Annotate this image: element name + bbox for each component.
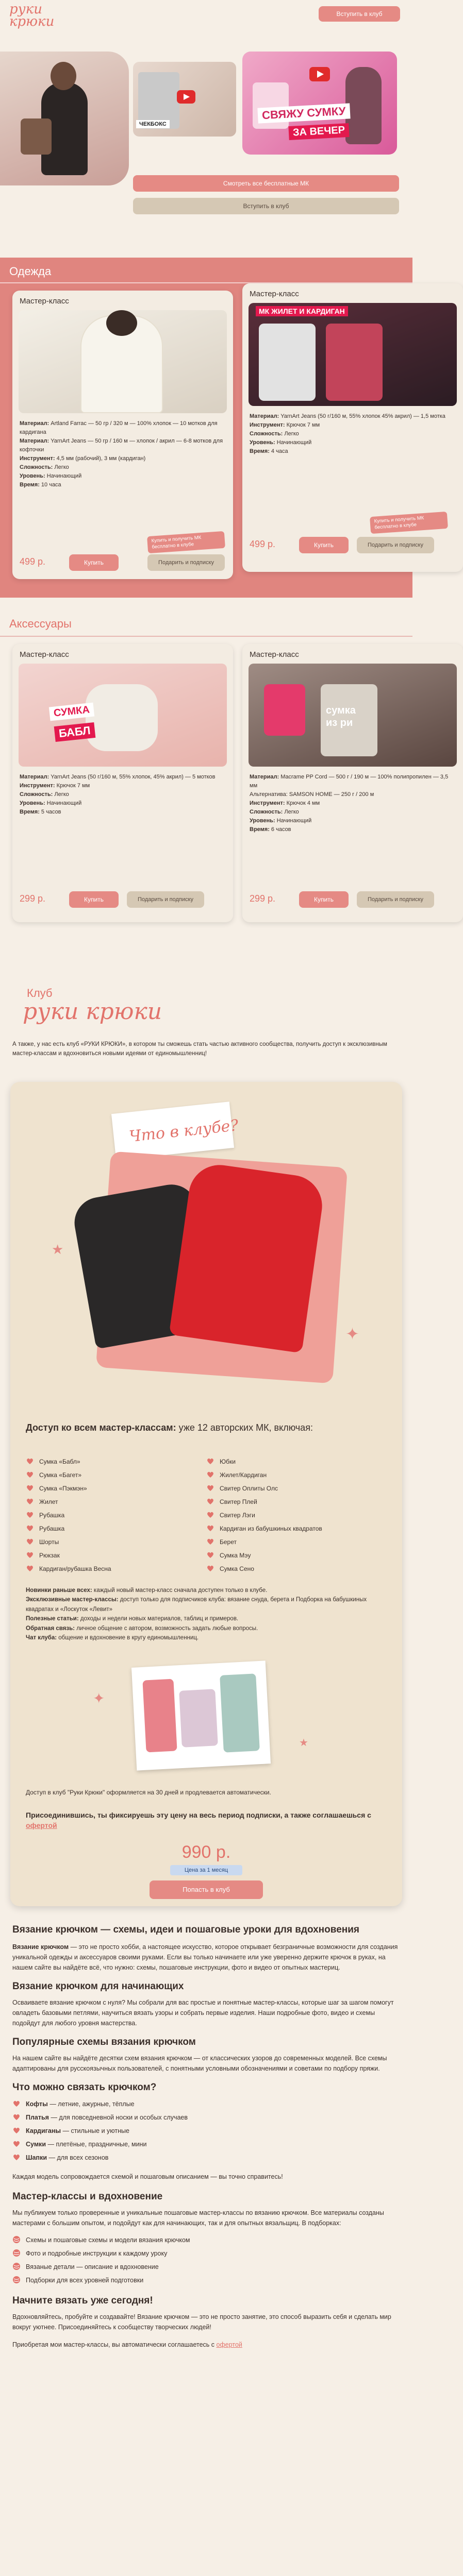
price: 299 р. (20, 893, 46, 904)
gift-button[interactable]: Подарить и подписку (357, 891, 434, 908)
hero-join-button[interactable]: Вступить в клуб (133, 198, 399, 214)
club-note: Чат клуба: общение и вдохновение в кругу единомышленниц. (26, 1634, 199, 1641)
bullet-item: Кардиганы — стильные и уютные (12, 2124, 400, 2138)
heart-icon (26, 1564, 34, 1572)
masterclass-list-item: Сумка «Пэкмэн» (26, 1482, 196, 1495)
gift-button[interactable]: Подарить и подписку (127, 891, 204, 908)
yarn-icon (12, 2248, 21, 2257)
club-intro: А также, у нас есть клуб «РУКИ КРЮКИ», в котором ты сможешь стать частью активного сообщества, получить доступ к эксклюзивным мастер-классам и вдохновиться новыми идеями от единомышленниц! (12, 1041, 387, 1057)
heart-icon (12, 2126, 21, 2134)
heart-icon (26, 1510, 34, 1518)
masterclass-list-item: Рубашка (26, 1522, 196, 1535)
heart-icon (206, 1456, 214, 1465)
club-price: 990 р. (181, 1842, 231, 1862)
vest-red-image (169, 1161, 326, 1353)
club-heading: Клуб руки крюки (23, 987, 162, 1025)
clothes-section (0, 258, 445, 598)
masterclass-list-item: Сумка Сено (206, 1562, 387, 1575)
masterclass-list-item: Шорты (26, 1535, 196, 1549)
heart-icon (12, 2112, 21, 2121)
bullet-item: Платья — для повседневной носки и особых случаев (12, 2111, 400, 2124)
accessories-card-1: Мастер-класс СУМКА БАБЛ Материал: YarnArt Jeans (50 г/160 м, 55% хлопок, 45% акрил) — 5 мотков Инструмент: Крючок 7 мм Сложность: Легко Уровень: Начинающий Время: 5 часов 299 р. Купить Подарить и подписку (12, 644, 233, 922)
hero-photo (0, 52, 129, 185)
offer-link[interactable]: офертой (26, 1821, 57, 1829)
price: 499 р. (20, 556, 46, 567)
club-notes (26, 1586, 387, 1642)
section-divider (0, 636, 412, 637)
masterclass-list-item: Свитер Оплиты Олс (206, 1482, 387, 1495)
mk-list-right (206, 1455, 387, 1575)
heart-icon (26, 1483, 34, 1492)
heart-icon (206, 1550, 214, 1558)
masterclass-list-item: Жилет (26, 1495, 196, 1509)
masterclass-list-item: Рубашка (26, 1509, 196, 1522)
club-note: Обратная связь: личное общение с автором, возможность задать любые вопросы. (26, 1625, 258, 1632)
product-image: сумка из ри (249, 664, 457, 767)
hero-video-thumb-2[interactable]: СВЯЖУ СУМКУ ЗА ВЕЧЕР (242, 52, 397, 155)
promo-sticker: Купить и получить МК бесплатно в клубе (147, 531, 225, 553)
club-access-title: Доступ ко всем мастер-классам: уже 12 авторских МК, включая: (26, 1422, 313, 1433)
hero (0, 31, 412, 216)
heart-icon (26, 1537, 34, 1545)
product-image: МК ЖИЛЕТ И КАРДИГАН (249, 303, 457, 406)
seo-article: Вязание крючком — схемы, идеи и пошаговые уроки для вдохновения Вязание крючком — это не просто хобби, а настоящее искусство, которое открывает безграничные возможности для создания уникальной одежды и аксессуаров своими руками. Если вы только начинаете или уже уверенно держите крючок в руках, на нашем сайте вы найдёте всё, что нужно: схемы, пошаговые инструкции, фото и видео от опытных мастериц. Вязание крючком для начинающих Осваиваете вязание крючком с нуля? Мы собрали для вас простые и понятные мастер-классы, которые шаг за шагом помогут овладеть базовыми петлями, научиться вязать узоры и собрать первые изделия. Наши подробные фото, видео и схемы подойдут для любого уровня мастерства. Популярные схемы вязания крючком На нашем сайте вы найдёте десятки схем вязания крючком — от классических узоров до современных моделей. Все схемы адаптированы для русскоязычных пользователей, с понятными условными обозначениями и советами по подбору пряжи. Что можно связать крючком? Кофты — летние, ажурные, тёплые Платья — для повседневной носки и особых случаев Кардиганы — стильные и уютные Сумки — плетёные, праздничные, мини Шапки — для всех сезонов Каждая модель сопровождается схемой и пошаговым описанием — вы точно справитесь! Мастер-классы и вдохновение Мы публикуем только проверенные и уникальные пошаговые мастер-классы по вязанию крючком. Все материалы созданы мастерами с большим опытом, и подойдут как для начинающих, так и для опытных вязальщиц. В подборках: Схемы и пошаговые схемы и модели вязания крючком Фото и подробные инструкции к каждому уроку Вязаные детали — описание и вдохновение Подборки для всех уровней подготовки Начните вязать уже сегодня! Вдохновляйтесь, пробуйте и создавайте! Вязание крючком — это не просто занятие, это способ выразить себя и сделать мир вокруг уютнее. Присоединяйтесь к сообществу творческих людей! Приобретая мои мастер-классы, вы автоматически соглашаетесь с офертой (12, 1924, 400, 2350)
buy-button[interactable]: Купить (299, 891, 349, 908)
masterclass-list-item: Сумка «Багет» (26, 1468, 196, 1482)
star-icon: ✦ (345, 1325, 359, 1343)
yarn-icon (12, 2275, 21, 2283)
bullet-item: Фото и подробные инструкции к каждому уроку (12, 2247, 400, 2260)
masterclass-list-item: Юбки (206, 1455, 387, 1468)
star-icon: ★ (299, 1737, 308, 1749)
masterclass-list-item: Свитер Лэги (206, 1509, 387, 1522)
accessories-title: Аксессуары (9, 617, 72, 630)
offer-link[interactable]: офертой (216, 2341, 242, 2348)
buy-button[interactable]: Купить (299, 537, 349, 553)
heart-icon (206, 1537, 214, 1545)
masterclass-list-item: Берет (206, 1535, 387, 1549)
heart-icon (206, 1510, 214, 1518)
clothes-card-1: Мастер-класс Материал: Artland Farrac — 50 гр / 320 м — 100% хлопок — 10 мотков для кардигана Материал: YarnArt Jeans — 50 гр / 160 м — хлопок / акрил — 6-8 мотков для кофточки Инструмент: 4,5 мм (рабочий), 3 мм (кардиган) Сложность: Легко Уровень: Начинающий Время: 10 часа Купить и получить МК бесплатно в клубе 499 р. Купить Подарить и подписку (12, 291, 233, 579)
masterclass-list-item: Сумка Мэу (206, 1549, 387, 1562)
bullet-item: Подборки для всех уровней подготовки (12, 2274, 400, 2287)
mk-list-left (26, 1455, 196, 1575)
club-card (10, 1082, 402, 1906)
promo-sticker: Купить и получить МК бесплатно в клубе (370, 512, 448, 534)
heart-icon (12, 2099, 21, 2107)
logo[interactable]: руки крюки (9, 2, 55, 29)
heart-icon (26, 1523, 34, 1532)
bullet-item: Шапки — для всех сезонов (12, 2151, 400, 2164)
clothes-card-2: Мастер-класс МК ЖИЛЕТ И КАРДИГАН Материал: YarnArt Jeans (50 г/160 м, 55% хлопок 45% акрил) — 1,5 мотка Инструмент: Крючок 7 мм Сложность: Легко Уровень: Начинающий Время: 4 часа Купить и получить МК бесплатно в клубе 499 р. Купить Подарить и подписку (242, 283, 463, 572)
masterclass-list-item: Кардиган из бабушкиных квадратов (206, 1522, 387, 1535)
club-photo (41, 1654, 371, 1777)
heart-icon (12, 2153, 21, 2161)
price: 299 р. (250, 893, 276, 904)
hero-video-thumb-1[interactable]: ЧЕКБОКС (133, 62, 236, 137)
heart-icon (26, 1456, 34, 1465)
heart-icon (26, 1470, 34, 1478)
heart-icon (12, 2139, 21, 2147)
yarn-icon (12, 2262, 21, 2270)
bullet-list-2 (12, 2233, 400, 2287)
price: 499 р. (250, 539, 276, 549)
bullet-item: Вязаные детали — описание и вдохновение (12, 2260, 400, 2274)
club-note: Эксклюзивные мастер-классы: доступ только для подписчиков клуба: вязание снуда, берета и Подборка на бабушкиных квадратах и «Лоскуток «Левит» (26, 1597, 367, 1613)
masterclass-list-item: Кардиган/рубашка Весна (26, 1562, 196, 1575)
star-icon: ★ (52, 1242, 64, 1257)
club-agree-text: Присоединившись, ты фиксируешь эту цену на весь период подписки, а также соглашаешься с офертой (26, 1811, 371, 1829)
club-subscription-text: Доступ в клуб "Руки Крюки" оформляется на 30 дней и продлевается автоматически. (26, 1789, 271, 1796)
heart-icon (206, 1483, 214, 1492)
heart-icon (206, 1470, 214, 1478)
club-join-button[interactable]: Попасть в клуб (150, 1880, 263, 1899)
buy-button[interactable]: Купить (69, 891, 119, 908)
gift-button[interactable]: Подарить и подписку (147, 554, 225, 571)
clothes-title: Одежда (9, 265, 52, 278)
club-note: Новинки раньше всех: каждый новый мастер-класс сначала доступен только в клубе. (26, 1587, 268, 1594)
masterclass-list-item: Свитер Плей (206, 1495, 387, 1509)
bullet-list (12, 2097, 400, 2164)
club-collage: Что в клубе? ★ ✦ (41, 1108, 371, 1396)
free-masterclasses-button[interactable]: Смотреть все бесплатные МК (133, 175, 399, 192)
buy-button[interactable]: Купить (69, 554, 119, 571)
bullet-item: Сумки — плетёные, праздничные, мини (12, 2138, 400, 2151)
bullet-item: Схемы и пошаговые схемы и модели вязания крючком (12, 2233, 400, 2247)
product-image (19, 310, 227, 413)
price-badge: Цена за 1 месяц (170, 1865, 242, 1875)
header-join-button[interactable]: Вступить в клуб (319, 6, 400, 22)
masterclass-list-item: Жилет/Кардиган (206, 1468, 387, 1482)
heart-icon (26, 1550, 34, 1558)
heart-icon (206, 1564, 214, 1572)
masterclass-list-item: Сумка «Бабл» (26, 1455, 196, 1468)
accessories-section (0, 613, 449, 943)
accessories-card-2: Мастер-класс сумка из ри Материал: Macrame PP Cord — 500 г / 190 м — 100% полипропилен — 3,5 мм Альтернатива: SAMSON HOME — 250 г / 200 м Инструмент: Крючок 4 мм Сложность: Легко Уровень: Начинающий Время: 6 часов 299 р. Купить Подарить и подписку (242, 644, 463, 922)
masterclass-list-item: Рюкзак (26, 1549, 196, 1562)
heart-icon (206, 1523, 214, 1532)
heart-icon (206, 1497, 214, 1505)
gift-button[interactable]: Подарить и подписку (357, 537, 434, 553)
product-image: СУМКА БАБЛ (19, 664, 227, 767)
yarn-icon (12, 2235, 21, 2243)
bullet-item: Кофты — летние, ажурные, тёплые (12, 2097, 400, 2111)
club-note: Полезные статьи: доходы и недели новых материалов, таблиц и примеров. (26, 1616, 239, 1622)
star-icon: ✦ (93, 1690, 105, 1706)
heart-icon (26, 1497, 34, 1505)
